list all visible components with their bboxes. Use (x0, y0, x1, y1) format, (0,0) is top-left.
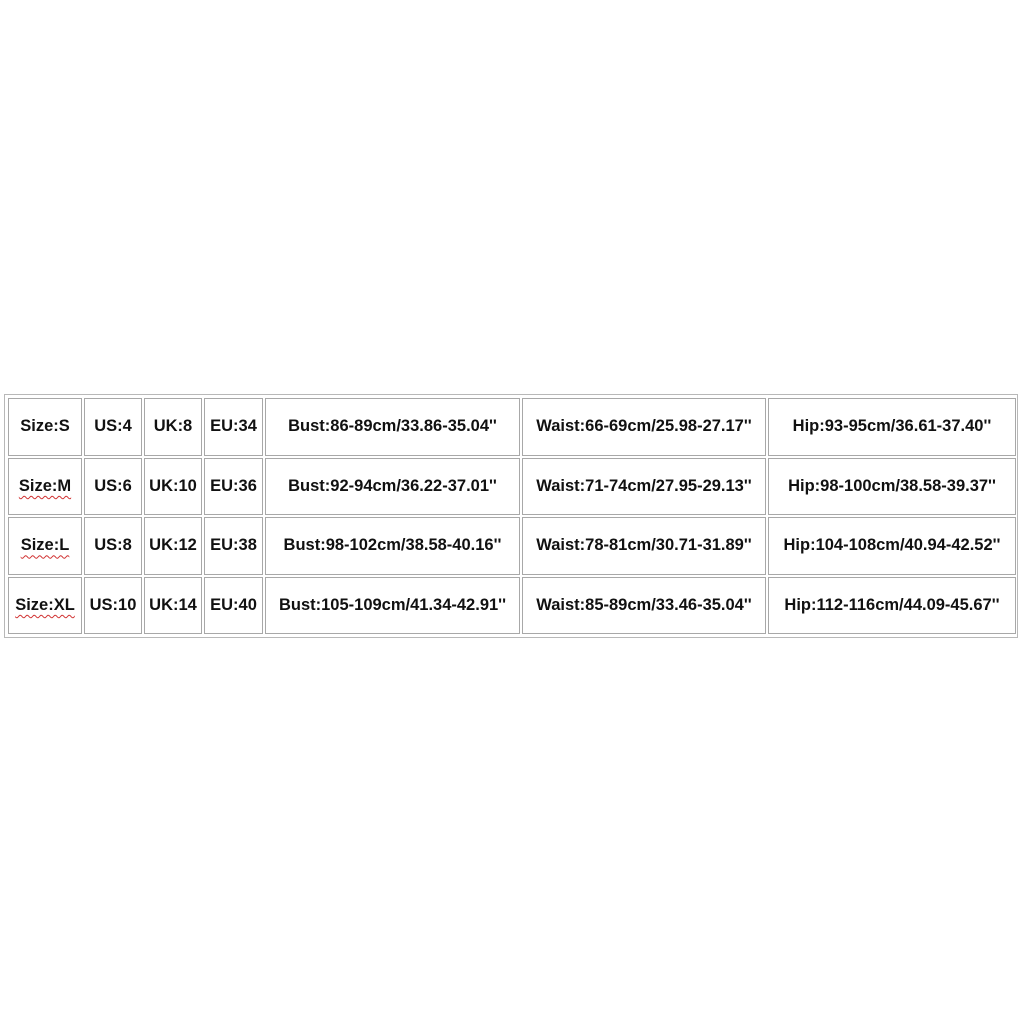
eu-size-cell: EU:36 (204, 458, 263, 516)
uk-size-cell: UK:14 (144, 577, 202, 635)
bust-cell: Bust:86-89cm/33.86-35.04'' (265, 398, 520, 456)
bust-cell: Bust:98-102cm/38.58-40.16'' (265, 517, 520, 575)
table-row (8, 458, 1016, 516)
size-chart-table (6, 396, 1018, 636)
waist-cell: Waist:78-81cm/30.71-31.89'' (522, 517, 766, 575)
table-row (8, 398, 1016, 456)
us-size-cell: US:8 (84, 517, 142, 575)
bust-cell: Bust:105-109cm/41.34-42.91'' (265, 577, 520, 635)
eu-size-cell: EU:40 (204, 577, 263, 635)
hip-cell: Hip:104-108cm/40.94-42.52'' (768, 517, 1016, 575)
uk-size-cell: UK:12 (144, 517, 202, 575)
waist-cell: Waist:66-69cm/25.98-27.17'' (522, 398, 766, 456)
size-cell: Size:M (8, 458, 82, 516)
size-chart-frame (4, 394, 1018, 638)
hip-cell: Hip:98-100cm/38.58-39.37'' (768, 458, 1016, 516)
table-row (8, 517, 1016, 575)
hip-cell: Hip:112-116cm/44.09-45.67'' (768, 577, 1016, 635)
eu-size-cell: EU:38 (204, 517, 263, 575)
us-size-cell: US:10 (84, 577, 142, 635)
table-row (8, 577, 1016, 635)
bust-cell: Bust:92-94cm/36.22-37.01'' (265, 458, 520, 516)
size-cell: Size:L (8, 517, 82, 575)
waist-cell: Waist:85-89cm/33.46-35.04'' (522, 577, 766, 635)
size-cell: Size:XL (8, 577, 82, 635)
waist-cell: Waist:71-74cm/27.95-29.13'' (522, 458, 766, 516)
us-size-cell: US:4 (84, 398, 142, 456)
us-size-cell: US:6 (84, 458, 142, 516)
uk-size-cell: UK:8 (144, 398, 202, 456)
uk-size-cell: UK:10 (144, 458, 202, 516)
size-cell: Size:S (8, 398, 82, 456)
hip-cell: Hip:93-95cm/36.61-37.40'' (768, 398, 1016, 456)
eu-size-cell: EU:34 (204, 398, 263, 456)
